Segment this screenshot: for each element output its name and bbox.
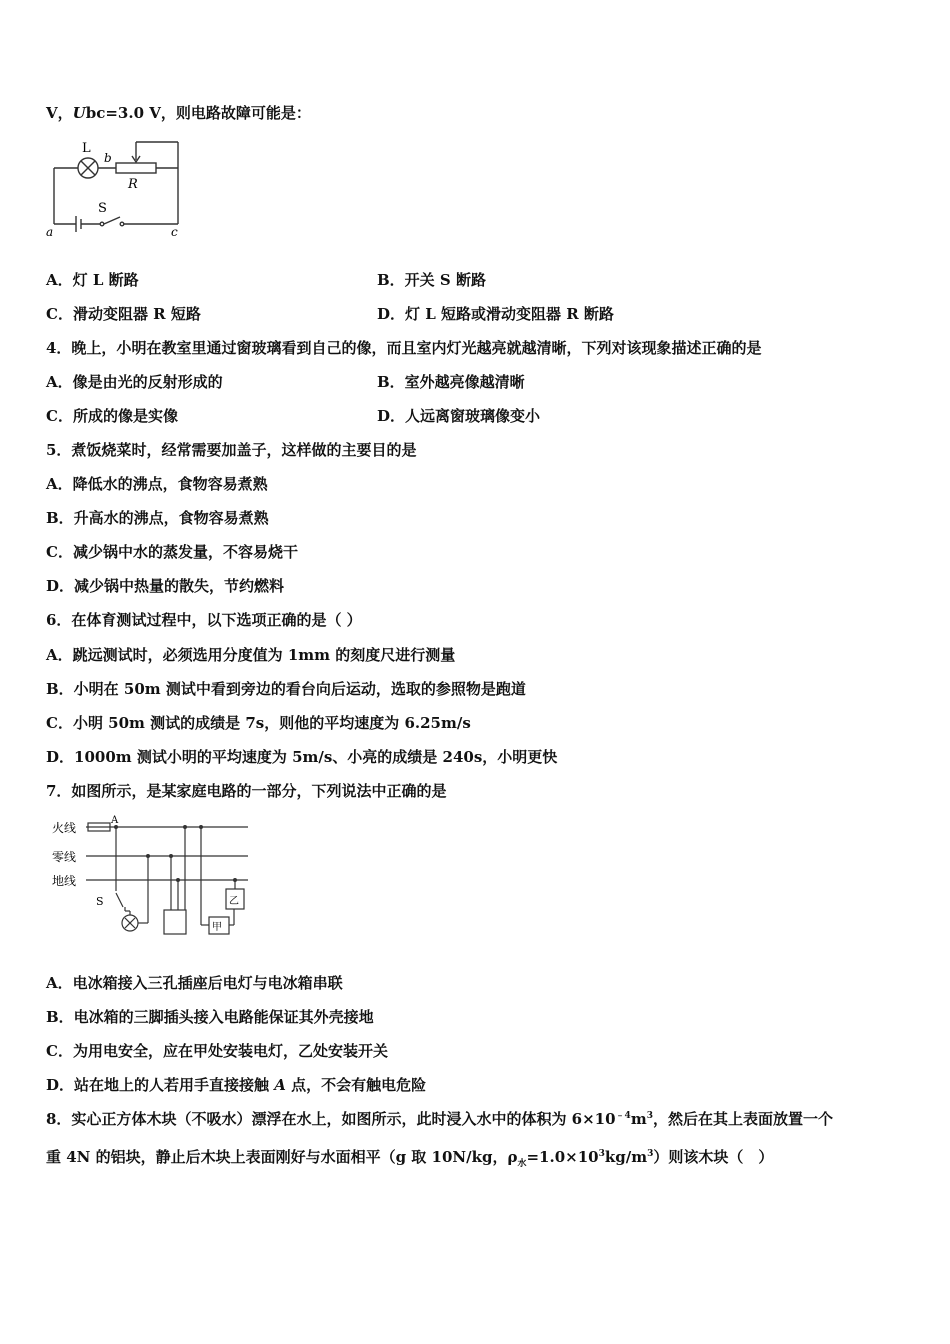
q3-header-rest: bc=3.0 V，则电路故障可能是：	[85, 104, 311, 122]
q8-line1-sup2: 3	[646, 1111, 653, 1121]
q6-stem: 6．在体育测试过程中，以下选项正确的是（ ）	[46, 611, 362, 629]
q5-option-a: A．降低水的沸点，食物容易煮熟	[46, 475, 268, 493]
q4-option-b: B．室外越亮像越清晰	[377, 373, 525, 391]
q8-line2-post: ）则该木块（ ）	[653, 1148, 774, 1166]
q4-option-d: D．人远离窗玻璃像变小	[377, 407, 541, 425]
q3-label-a: a	[46, 225, 54, 238]
q4-option-c: C．所成的像是实像	[46, 407, 178, 425]
q3-header-var: U	[72, 104, 86, 122]
q8-line1-sup1: ﹣4	[615, 1111, 631, 1121]
q8-line1-mid: m	[630, 1110, 647, 1128]
q3-option-b: B．开关 S 断路	[377, 271, 486, 289]
q5-option-b: B．升高水的沸点，食物容易煮熟	[46, 509, 269, 527]
q7-option-d-post: 点，不会有触电危险	[285, 1076, 427, 1094]
q7-label-s: S	[96, 895, 104, 908]
q7-option-c: C．为用电安全，应在甲处安装电灯，乙处安装开关	[46, 1042, 388, 1060]
q7-label-yi: 乙	[229, 896, 239, 907]
q3-option-c: C．滑动变阻器 R 短路	[46, 305, 201, 323]
q7-label-live: 火线	[52, 821, 77, 835]
q6-option-d: D．1000m 测试小明的平均速度为 5m/s、小亮的成绩是 240s，小明更快	[46, 748, 558, 766]
q8-line2-sub: 水	[517, 1159, 527, 1169]
q3-label-L: L	[82, 141, 91, 156]
q8-line-1	[46, 1109, 833, 1129]
q6-option-a: A．跳远测试时，必须选用分度值为 1mm 的刻度尺进行测量	[46, 646, 456, 664]
q5-option-c: C．减少锅中水的蒸发量，不容易烧干	[46, 543, 298, 561]
q3-option-a: A．灯 L 断路	[46, 271, 139, 289]
q3-header	[46, 103, 311, 123]
q7-option-b: B．电冰箱的三脚插头接入电路能保证其外壳接地	[46, 1008, 374, 1026]
q7-stem: 7．如图所示，是某家庭电路的一部分，下列说法中正确的是	[46, 782, 447, 800]
q7-label-neutral: 零线	[52, 850, 77, 864]
q8-line1-pre: 8．实心正方体木块（不吸水）漂浮在水上，如图所示，此时浸入水中的体积为 6×10	[46, 1110, 616, 1128]
q3-label-c: c	[171, 225, 178, 238]
q3-header-prefix: V，	[46, 104, 73, 122]
q3-label-R: R	[128, 177, 138, 192]
q7-household-circuit-figure	[48, 813, 253, 943]
q3-option-d: D．灯 L 短路或滑动变阻器 R 断路	[377, 305, 614, 323]
q8-line-2	[46, 1147, 773, 1167]
q7-label-ground: 地线	[52, 874, 77, 888]
q8-line2-sup1: 3	[598, 1149, 605, 1159]
q6-option-c: C．小明 50m 测试的成绩是 7s，则他的平均速度为 6.25m/s	[46, 714, 471, 732]
q7-option-d-var: A	[274, 1076, 286, 1094]
q8-line2-pre: 重 4N 的铝块，静止后木块上表面刚好与水面相平（g 取 10N/kg，ρ	[46, 1148, 518, 1166]
q7-option-d-pre: D．站在地上的人若用手直接接触	[46, 1076, 275, 1094]
q3-label-S: S	[98, 201, 107, 216]
q8-line2-mid: =1.0×10	[526, 1148, 599, 1166]
q4-stem: 4．晚上，小明在教室里通过窗玻璃看到自己的像，而且室内灯光越亮就越清晰，下列对该现象描述正确的是	[46, 339, 762, 357]
q7-label-a: A	[111, 815, 119, 826]
q8-line2-mid2: kg/m	[604, 1148, 648, 1166]
q7-label-jia: 甲	[212, 922, 222, 933]
q8-line2-sup2: 3	[647, 1149, 654, 1159]
q3-circuit-figure	[44, 138, 189, 238]
q7-option-d	[46, 1075, 426, 1095]
q5-option-d: D．减少锅中热量的散失，节约燃料	[46, 577, 285, 595]
q3-label-b: b	[104, 151, 112, 165]
q4-option-a: A．像是由光的反射形成的	[46, 373, 223, 391]
q5-stem: 5．煮饭烧菜时，经常需要加盖子，这样做的主要目的是	[46, 441, 417, 459]
q8-line1-post: ，然后在其上表面放置一个	[652, 1110, 833, 1128]
q7-option-a: A．电冰箱接入三孔插座后电灯与电冰箱串联	[46, 974, 343, 992]
q6-option-b: B．小明在 50m 测试中看到旁边的看台向后运动，选取的参照物是跑道	[46, 680, 526, 698]
